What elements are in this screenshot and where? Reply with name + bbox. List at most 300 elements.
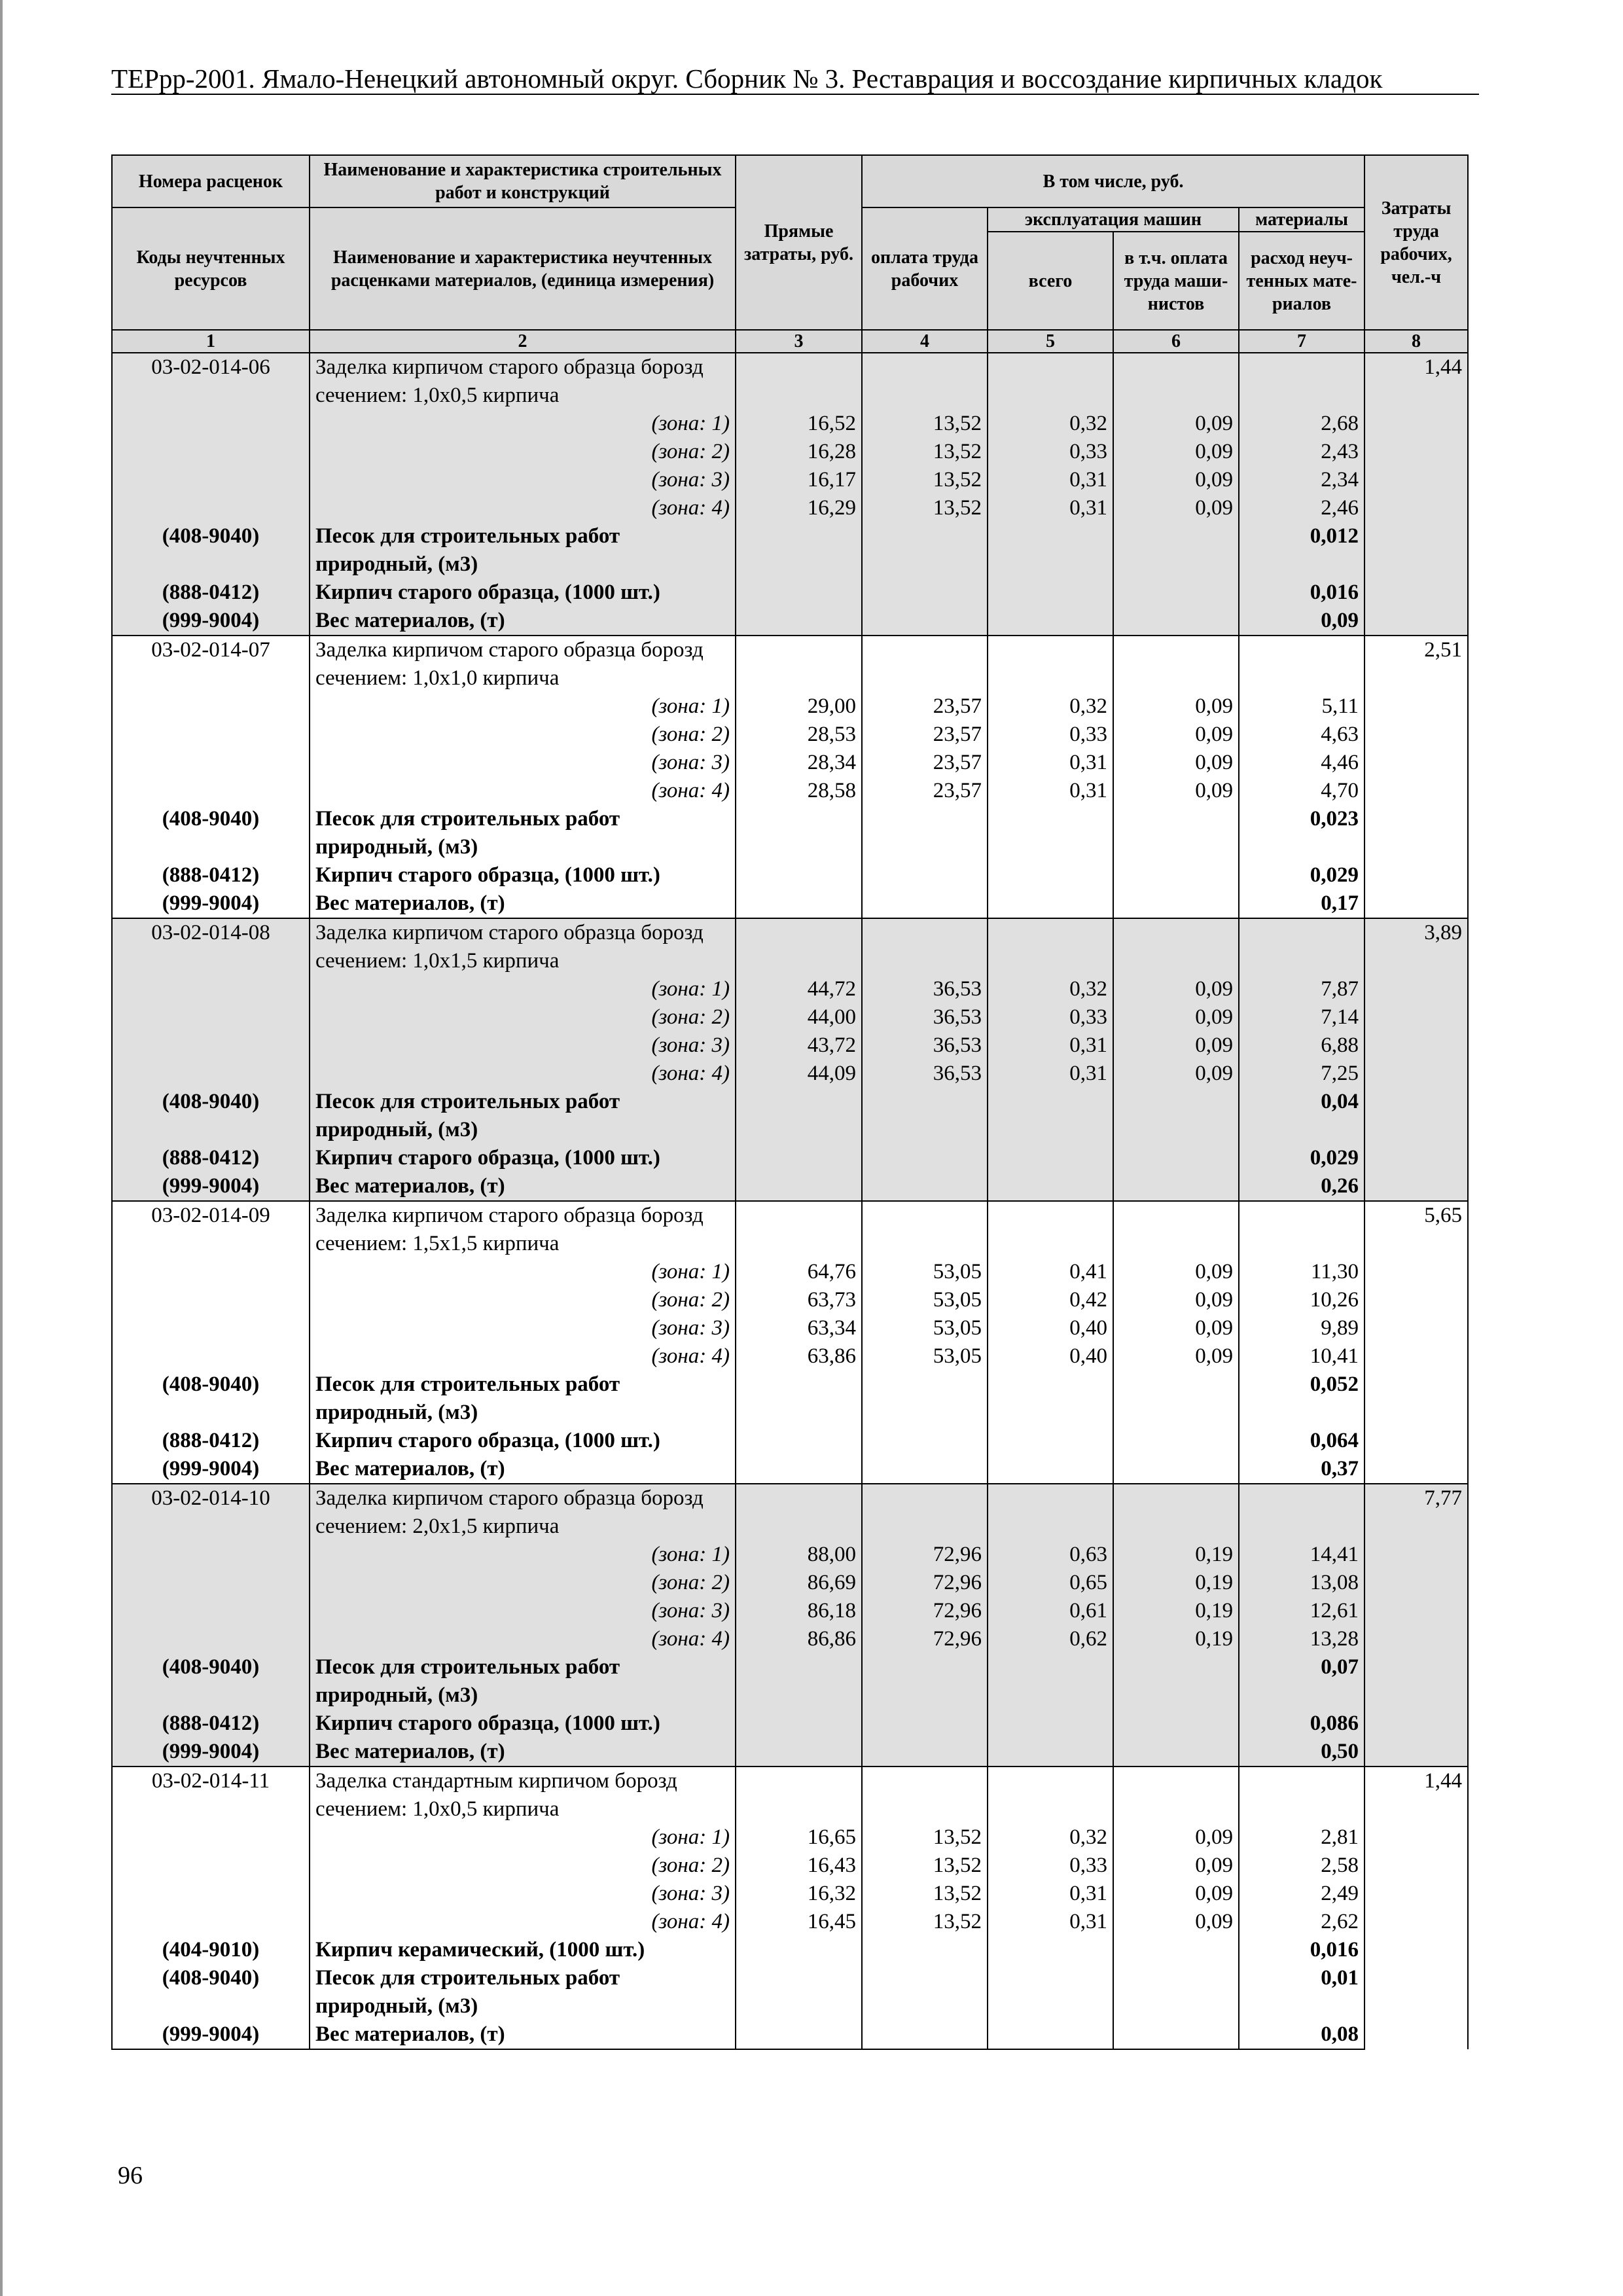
resource-row: [112, 1172, 1468, 1201]
direct-costs: 63,34: [736, 1314, 862, 1342]
column-number-4: 4: [862, 330, 988, 353]
resource-name: Песок для строительных работ природный, (м3): [310, 805, 736, 861]
empty-cell: [862, 889, 988, 918]
empty-cell: [736, 861, 862, 889]
resource-row: [112, 1710, 1468, 1738]
direct-costs: 44,09: [736, 1060, 862, 1088]
materials-cost: 14,41: [1239, 1541, 1364, 1569]
empty-cell: [736, 805, 862, 861]
rate-code: 03-02-014-07: [112, 636, 310, 692]
empty-cell: [1113, 522, 1239, 579]
zone-label: (зона: 1): [310, 1258, 736, 1286]
zone-label: (зона: 4): [310, 777, 736, 805]
empty-cell: [112, 1286, 310, 1314]
empty-cell: [988, 607, 1113, 636]
resource-row: [112, 805, 1468, 861]
zone-row: [112, 1908, 1468, 1936]
resource-row: [112, 2020, 1468, 2049]
empty-cell: [736, 353, 862, 410]
machinists-wages: 0,09: [1113, 494, 1239, 522]
empty-cell: [988, 805, 1113, 861]
machines-total: 0,33: [988, 1852, 1113, 1880]
resource-quantity: 0,029: [1239, 861, 1364, 889]
workers-wages: 36,53: [862, 975, 988, 1003]
resource-name: Вес материалов, (т): [310, 889, 736, 918]
machines-total: 0,31: [988, 749, 1113, 777]
empty-cell: [1239, 353, 1364, 410]
empty-cell: [112, 1003, 310, 1031]
header-direct-costs: Прямые затраты, руб.: [736, 155, 862, 330]
machinists-wages: 0,19: [1113, 1569, 1239, 1597]
empty-cell: [112, 466, 310, 494]
zone-label: (зона: 1): [310, 1823, 736, 1852]
rate-code: 03-02-014-11: [112, 1767, 310, 1823]
materials-cost: 10,41: [1239, 1342, 1364, 1371]
materials-cost: 12,61: [1239, 1597, 1364, 1625]
empty-cell: [112, 1908, 310, 1936]
machinists-wages: 0,09: [1113, 1003, 1239, 1031]
rate-name: Заделка кирпичом старого образца борозд сечением: 1,0х1,5 кирпича: [310, 918, 736, 975]
empty-cell: [862, 861, 988, 889]
zone-label: (зона: 1): [310, 1541, 736, 1569]
machines-total: 0,65: [988, 1569, 1113, 1597]
empty-cell: [988, 353, 1113, 410]
empty-cell: [988, 1484, 1113, 1541]
resource-quantity: 0,052: [1239, 1371, 1364, 1427]
rate-title-row: [112, 353, 1468, 410]
resource-code: (404-9010): [112, 1936, 310, 1964]
resource-code: (408-9040): [112, 805, 310, 861]
workers-wages: 53,05: [862, 1342, 988, 1371]
column-number-3: 3: [736, 330, 862, 353]
machines-total: 0,40: [988, 1342, 1113, 1371]
column-number-2: 2: [310, 330, 736, 353]
resource-code: (999-9004): [112, 1738, 310, 1767]
empty-cell: [112, 1031, 310, 1060]
direct-costs: 86,18: [736, 1597, 862, 1625]
workers-wages: 53,05: [862, 1314, 988, 1342]
rate-code: 03-02-014-08: [112, 918, 310, 975]
column-number-5: 5: [988, 330, 1113, 353]
direct-costs: 16,32: [736, 1880, 862, 1908]
materials-cost: 2,58: [1239, 1852, 1364, 1880]
empty-cell: [1113, 1172, 1239, 1201]
direct-costs: 16,43: [736, 1852, 862, 1880]
rate-group: [112, 1484, 1468, 1767]
rate-title-row: [112, 1767, 1468, 1823]
machines-total: 0,40: [988, 1314, 1113, 1342]
empty-cell: [988, 522, 1113, 579]
empty-cell: [988, 1455, 1113, 1484]
resource-quantity: 0,07: [1239, 1653, 1364, 1710]
machinists-wages: 0,09: [1113, 1908, 1239, 1936]
empty-cell: [862, 1144, 988, 1172]
zone-row: [112, 1569, 1468, 1597]
workers-wages: 23,57: [862, 721, 988, 749]
empty-cell: [862, 1088, 988, 1144]
empty-cell: [736, 1738, 862, 1767]
direct-costs: 43,72: [736, 1031, 862, 1060]
empty-cell: [1113, 918, 1239, 975]
machinists-wages: 0,09: [1113, 410, 1239, 438]
empty-cell: [112, 494, 310, 522]
materials-cost: 10,26: [1239, 1286, 1364, 1314]
materials-cost: 2,49: [1239, 1880, 1364, 1908]
empty-cell: [988, 1172, 1113, 1201]
labor-costs: 7,77: [1364, 1484, 1468, 1767]
labor-costs: 2,51: [1364, 636, 1468, 918]
empty-cell: [862, 1172, 988, 1201]
resource-name: Вес материалов, (т): [310, 607, 736, 636]
zone-row: [112, 1342, 1468, 1371]
empty-cell: [112, 1880, 310, 1908]
rate-name: Заделка кирпичом старого образца борозд сечением: 2,0х1,5 кирпича: [310, 1484, 736, 1541]
empty-cell: [112, 749, 310, 777]
resource-row: [112, 1936, 1468, 1964]
empty-cell: [988, 1088, 1113, 1144]
empty-cell: [112, 777, 310, 805]
machinists-wages: 0,09: [1113, 975, 1239, 1003]
machines-total: 0,31: [988, 1031, 1113, 1060]
table-header: [112, 155, 1468, 353]
materials-cost: 13,08: [1239, 1569, 1364, 1597]
resource-name: Кирпич старого образца, (1000 шт.): [310, 1710, 736, 1738]
empty-cell: [112, 721, 310, 749]
zone-row: [112, 1286, 1468, 1314]
resource-code: (888-0412): [112, 1144, 310, 1172]
empty-cell: [1113, 1455, 1239, 1484]
workers-wages: 13,52: [862, 1880, 988, 1908]
header-workers-wages: оплата труда рабочих: [862, 207, 988, 330]
header-resource-codes: Коды неучтенных ресурсов: [112, 207, 310, 330]
machines-total: 0,31: [988, 1908, 1113, 1936]
materials-cost: 11,30: [1239, 1258, 1364, 1286]
rate-group: [112, 353, 1468, 636]
column-number-7: 7: [1239, 330, 1364, 353]
materials-cost: 7,25: [1239, 1060, 1364, 1088]
resource-name: Песок для строительных работ природный, (м3): [310, 1371, 736, 1427]
machines-total: 0,41: [988, 1258, 1113, 1286]
direct-costs: 44,00: [736, 1003, 862, 1031]
empty-cell: [736, 1767, 862, 1823]
labor-costs: 1,44: [1364, 1767, 1468, 2049]
workers-wages: 72,96: [862, 1625, 988, 1653]
empty-cell: [112, 1823, 310, 1852]
zone-row: [112, 494, 1468, 522]
column-number-row: [112, 330, 1468, 353]
header-work-name: Наименование и характеристика строительных работ и конструкций: [310, 155, 736, 207]
resource-name: Вес материалов, (т): [310, 2020, 736, 2049]
resource-name: Кирпич старого образца, (1000 шт.): [310, 579, 736, 607]
direct-costs: 16,29: [736, 494, 862, 522]
empty-cell: [736, 522, 862, 579]
empty-cell: [112, 1541, 310, 1569]
machinists-wages: 0,09: [1113, 438, 1239, 466]
zone-label: (зона: 3): [310, 1314, 736, 1342]
empty-cell: [112, 438, 310, 466]
empty-cell: [1113, 2020, 1239, 2049]
zone-row: [112, 1597, 1468, 1625]
resource-code: (999-9004): [112, 2020, 310, 2049]
empty-cell: [862, 1455, 988, 1484]
rate-code: 03-02-014-09: [112, 1201, 310, 1258]
machines-total: 0,32: [988, 692, 1113, 721]
resource-quantity: 0,04: [1239, 1088, 1364, 1144]
materials-cost: 6,88: [1239, 1031, 1364, 1060]
resource-code: (408-9040): [112, 1371, 310, 1427]
resource-code: (999-9004): [112, 607, 310, 636]
zone-label: (зона: 2): [310, 1003, 736, 1031]
resource-row: [112, 1088, 1468, 1144]
resource-quantity: 0,37: [1239, 1455, 1364, 1484]
resource-name: Вес материалов, (т): [310, 1455, 736, 1484]
resource-quantity: 0,016: [1239, 579, 1364, 607]
empty-cell: [862, 607, 988, 636]
resource-code: (408-9040): [112, 1653, 310, 1710]
resource-quantity: 0,17: [1239, 889, 1364, 918]
materials-cost: 2,62: [1239, 1908, 1364, 1936]
rate-title-row: [112, 636, 1468, 692]
resource-quantity: 0,086: [1239, 1710, 1364, 1738]
workers-wages: 13,52: [862, 438, 988, 466]
rate-code: 03-02-014-10: [112, 1484, 310, 1541]
header-machines-total: всего: [988, 232, 1113, 330]
workers-wages: 36,53: [862, 1031, 988, 1060]
machines-total: 0,31: [988, 494, 1113, 522]
empty-cell: [1113, 353, 1239, 410]
empty-cell: [862, 1936, 988, 1964]
empty-cell: [736, 1371, 862, 1427]
empty-cell: [1239, 918, 1364, 975]
empty-cell: [736, 918, 862, 975]
resource-code: (888-0412): [112, 861, 310, 889]
machinists-wages: 0,19: [1113, 1541, 1239, 1569]
workers-wages: 13,52: [862, 1908, 988, 1936]
empty-cell: [1113, 607, 1239, 636]
labor-costs: 1,44: [1364, 353, 1468, 636]
column-number-8: 8: [1364, 330, 1468, 353]
zone-label: (зона: 3): [310, 1031, 736, 1060]
machinists-wages: 0,09: [1113, 1852, 1239, 1880]
empty-cell: [1113, 805, 1239, 861]
resource-code: (888-0412): [112, 1427, 310, 1455]
empty-cell: [112, 1569, 310, 1597]
resource-row: [112, 1371, 1468, 1427]
page-header-title: ТЕРрр-2001. Ямало-Ненецкий автономный округ. Сборник № 3. Реставрация и воссоздание кирпичных кладок: [111, 63, 1383, 94]
machinists-wages: 0,09: [1113, 1031, 1239, 1060]
empty-cell: [862, 636, 988, 692]
workers-wages: 13,52: [862, 1852, 988, 1880]
zone-row: [112, 1880, 1468, 1908]
machines-total: 0,61: [988, 1597, 1113, 1625]
empty-cell: [862, 918, 988, 975]
empty-cell: [112, 1597, 310, 1625]
resource-name: Кирпич старого образца, (1000 шт.): [310, 1427, 736, 1455]
workers-wages: 53,05: [862, 1258, 988, 1286]
machines-total: 0,32: [988, 1823, 1113, 1852]
workers-wages: 13,52: [862, 1823, 988, 1852]
empty-cell: [862, 1371, 988, 1427]
empty-cell: [988, 889, 1113, 918]
direct-costs: 28,53: [736, 721, 862, 749]
materials-cost: 2,43: [1239, 438, 1364, 466]
resource-code: (999-9004): [112, 1455, 310, 1484]
zone-label: (зона: 2): [310, 1286, 736, 1314]
zone-label: (зона: 4): [310, 1060, 736, 1088]
zone-row: [112, 1060, 1468, 1088]
empty-cell: [1113, 1964, 1239, 2020]
rate-group: [112, 1767, 1468, 2049]
empty-cell: [862, 805, 988, 861]
resource-quantity: 0,01: [1239, 1964, 1364, 2020]
direct-costs: 63,73: [736, 1286, 862, 1314]
machinists-wages: 0,09: [1113, 692, 1239, 721]
machinists-wages: 0,09: [1113, 466, 1239, 494]
rate-group: [112, 1201, 1468, 1484]
zone-row: [112, 410, 1468, 438]
zone-row: [112, 975, 1468, 1003]
header-machines: эксплуатация машин: [988, 207, 1239, 232]
empty-cell: [112, 1342, 310, 1371]
workers-wages: 72,96: [862, 1569, 988, 1597]
header-machinists-wages: в т.ч. оплата труда маши-нистов: [1113, 232, 1239, 330]
rate-group: [112, 636, 1468, 918]
workers-wages: 13,52: [862, 410, 988, 438]
workers-wages: 36,53: [862, 1060, 988, 1088]
direct-costs: 86,69: [736, 1569, 862, 1597]
resource-name: Песок для строительных работ природный, (м3): [310, 1088, 736, 1144]
resource-name: Песок для строительных работ природный, (м3): [310, 1653, 736, 1710]
empty-cell: [988, 1710, 1113, 1738]
header-materials: материалы: [1239, 207, 1364, 232]
header-rule: [111, 94, 1479, 95]
workers-wages: 72,96: [862, 1597, 988, 1625]
empty-cell: [112, 1258, 310, 1286]
machines-total: 0,62: [988, 1625, 1113, 1653]
empty-cell: [862, 353, 988, 410]
empty-cell: [988, 1738, 1113, 1767]
zone-row: [112, 777, 1468, 805]
zone-row: [112, 1625, 1468, 1653]
machinists-wages: 0,09: [1113, 1823, 1239, 1852]
machinists-wages: 0,09: [1113, 777, 1239, 805]
resource-code: (408-9040): [112, 522, 310, 579]
empty-cell: [736, 1427, 862, 1455]
materials-cost: 2,81: [1239, 1823, 1364, 1852]
empty-cell: [736, 1710, 862, 1738]
zone-row: [112, 692, 1468, 721]
resource-code: (999-9004): [112, 1172, 310, 1201]
empty-cell: [736, 636, 862, 692]
resource-name: Кирпич керамический, (1000 шт.): [310, 1936, 736, 1964]
direct-costs: 28,34: [736, 749, 862, 777]
empty-cell: [1239, 1484, 1364, 1541]
machines-total: 0,31: [988, 1880, 1113, 1908]
materials-cost: 2,34: [1239, 466, 1364, 494]
zone-row: [112, 1852, 1468, 1880]
empty-cell: [988, 636, 1113, 692]
empty-cell: [1239, 1767, 1364, 1823]
empty-cell: [736, 1172, 862, 1201]
zone-row: [112, 1541, 1468, 1569]
empty-cell: [736, 1201, 862, 1258]
empty-cell: [988, 1201, 1113, 1258]
materials-cost: 7,87: [1239, 975, 1364, 1003]
machines-total: 0,31: [988, 1060, 1113, 1088]
zone-label: (зона: 3): [310, 1880, 736, 1908]
empty-cell: [736, 1144, 862, 1172]
zone-row: [112, 749, 1468, 777]
empty-cell: [112, 1314, 310, 1342]
header-labor-costs: Затраты труда рабочих, чел.-ч: [1364, 155, 1468, 330]
materials-cost: 9,89: [1239, 1314, 1364, 1342]
empty-cell: [1113, 1088, 1239, 1144]
resource-row: [112, 607, 1468, 636]
zone-row: [112, 1258, 1468, 1286]
labor-costs: 5,65: [1364, 1201, 1468, 1484]
empty-cell: [988, 2020, 1113, 2049]
resource-name: Песок для строительных работ природный, (м3): [310, 1964, 736, 2020]
direct-costs: 16,28: [736, 438, 862, 466]
direct-costs: 63,86: [736, 1342, 862, 1371]
empty-cell: [988, 1964, 1113, 2020]
empty-cell: [1113, 889, 1239, 918]
resource-row: [112, 889, 1468, 918]
empty-cell: [1239, 636, 1364, 692]
resource-row: [112, 579, 1468, 607]
machines-total: 0,32: [988, 975, 1113, 1003]
materials-cost: 13,28: [1239, 1625, 1364, 1653]
workers-wages: 53,05: [862, 1286, 988, 1314]
materials-cost: 4,46: [1239, 749, 1364, 777]
empty-cell: [736, 1484, 862, 1541]
rate-group: [112, 918, 1468, 1201]
empty-cell: [862, 2020, 988, 2049]
empty-cell: [988, 918, 1113, 975]
zone-label: (зона: 2): [310, 721, 736, 749]
zone-label: (зона: 4): [310, 1908, 736, 1936]
header-material-name: Наименование и характеристика неучтенных расценками материалов, (единица измерения): [310, 207, 736, 330]
direct-costs: 86,86: [736, 1625, 862, 1653]
machines-total: 0,63: [988, 1541, 1113, 1569]
machines-total: 0,42: [988, 1286, 1113, 1314]
resource-quantity: 0,023: [1239, 805, 1364, 861]
workers-wages: 13,52: [862, 466, 988, 494]
empty-cell: [862, 579, 988, 607]
direct-costs: 28,58: [736, 777, 862, 805]
rate-name: Заделка кирпичом старого образца борозд сечением: 1,0х1,0 кирпича: [310, 636, 736, 692]
empty-cell: [1113, 1371, 1239, 1427]
direct-costs: 64,76: [736, 1258, 862, 1286]
empty-cell: [862, 1201, 988, 1258]
resource-name: Кирпич старого образца, (1000 шт.): [310, 861, 736, 889]
empty-cell: [736, 1936, 862, 1964]
materials-cost: 5,11: [1239, 692, 1364, 721]
materials-cost: 4,70: [1239, 777, 1364, 805]
empty-cell: [862, 1427, 988, 1455]
machinists-wages: 0,19: [1113, 1625, 1239, 1653]
workers-wages: 23,57: [862, 692, 988, 721]
resource-code: (888-0412): [112, 579, 310, 607]
zone-row: [112, 721, 1468, 749]
empty-cell: [736, 1964, 862, 2020]
header-materials-consumption: расход неуч-тенных мате-риалов: [1239, 232, 1364, 330]
zone-label: (зона: 2): [310, 1569, 736, 1597]
column-number-1: 1: [112, 330, 310, 353]
labor-costs: 3,89: [1364, 918, 1468, 1201]
page-number: 96: [118, 2162, 143, 2189]
direct-costs: 16,45: [736, 1908, 862, 1936]
